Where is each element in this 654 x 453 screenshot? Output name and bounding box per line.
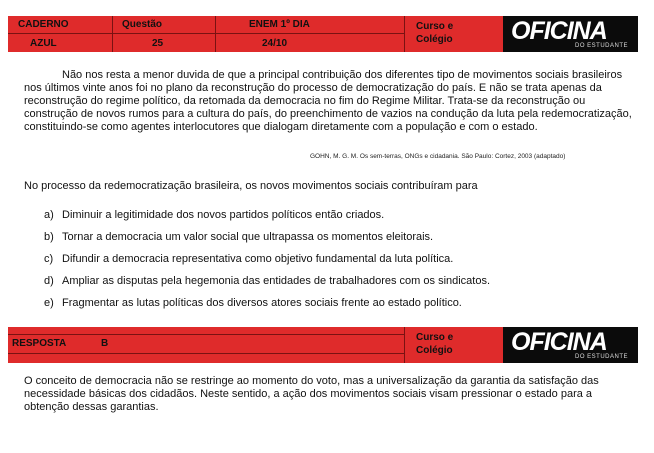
enem-date: 24/10 <box>262 38 288 49</box>
logo-tagline: DO ESTUDANTE <box>574 43 628 49</box>
curso-label: Curso e <box>416 332 454 343</box>
logo-wordmark: OFICINA <box>511 17 607 45</box>
questao-value: 25 <box>152 38 164 49</box>
option-e[interactable]: e) Fragmentar as lutas políticas dos diversos atores sociais frente ao estado político. <box>44 297 462 309</box>
questao-label: Questão <box>122 19 163 30</box>
oficina-logo <box>503 327 638 363</box>
caderno-value: AZUL <box>30 38 57 49</box>
option-a[interactable]: a) Diminuir a legitimidade dos novos partidos políticos então criados. <box>44 209 385 221</box>
option-b[interactable]: b) Tornar a democracia um valor social que ultrapassa os momentos eleitorais. <box>44 231 434 243</box>
answer-value: B <box>101 338 109 349</box>
header-bar <box>8 16 638 52</box>
logo-tagline: DO ESTUDANTE <box>574 354 628 360</box>
oficina-logo <box>503 16 638 52</box>
colegio-label: Colégio <box>416 34 453 45</box>
answer-options <box>44 209 490 319</box>
enem-label: ENEM 1º DIA <box>249 19 310 30</box>
question-prompt: No processo da redemocratização brasileira, os novos movimentos sociais contribuíram para <box>24 180 478 192</box>
colegio-label: Colégio <box>416 345 453 356</box>
source-citation: GOHN, M. G. M. Os sem-terras, ONGs e cidadania. São Paulo: Cortez, 2003 (adaptado) <box>310 153 566 160</box>
answer-label: RESPOSTA <box>12 338 67 349</box>
option-c[interactable]: c) Difundir a democracia representativa como objetivo fundamental da luta política. <box>44 253 454 265</box>
header-divider <box>8 33 404 34</box>
answer-explanation: O conceito de democracia não se restringe ao momento do voto, mas a universalização da garantia da satisfação das necessidade básicas dos cidadãos. Neste sentido, a ação dos movimentos sociais visam pressionar o estado para a obtenção dessas garantias. <box>24 375 599 413</box>
logo-wordmark: OFICINA <box>511 328 607 356</box>
option-d[interactable]: d) Ampliar as disputas pela hegemonia das entidades de trabalhadores com os sindicatos. <box>44 275 491 287</box>
source-paragraph: Não nos resta a menor duvida de que a principal contribuição dos diferentes tipo de movimentos sociais brasileiros nos últimos vinte anos foi no plano da reconstrução do processo de democratização do país. E não se trata apenas da reconstrução do regime político, da retomada da democracia no fim do Regime Militar. Trata-se da reconstrução ou construção de novos rumos para a cultura do país, do preenchimento de vazios na condução da luta pela redemocratização, constituindo-se como agentes interlocutores que dialogam diretamente com a população e com o estado. <box>24 69 632 133</box>
answer-bar <box>8 327 638 363</box>
curso-label: Curso e <box>416 21 454 32</box>
caderno-label: CADERNO <box>18 19 69 30</box>
